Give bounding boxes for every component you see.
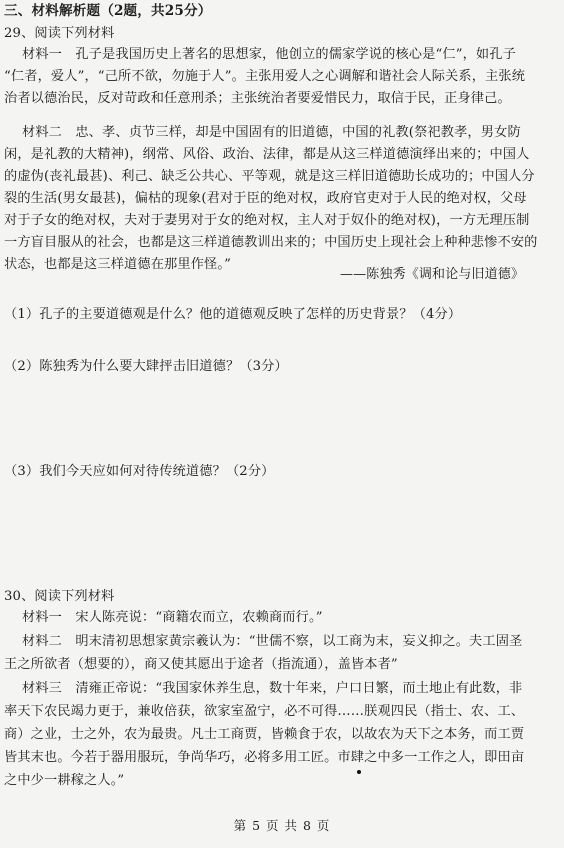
q29-material1-line: 材料一 孔子是我国历史上著名的思想家，他创立的儒家学说的核心是“仁”，如孔子 [22,47,516,62]
q30-material1-line: 材料一 宋人陈亮说：“商籍农而立，农赖商而行。” [22,610,323,625]
q29-question-1: （1）孔子的主要道德观是什么？他的道德观反映了怎样的历史背景？（4分） [4,307,462,322]
q30-material2-line: 材料二 明末清初思想家黄宗羲认为：“世儒不察，以工商为末，妄义抑之。夫工固圣 [22,634,523,649]
q29-material2-line: 对于子女的绝对权，夫对于妻男对于女的绝对权，主人对于奴仆的绝对权)，一方无理压制 [4,213,530,228]
q30-material3-line: 商）之业，士之外，农为最贵。凡士工商贾，皆赖食于农，以故农为天下之本务，而工贾 [4,727,525,742]
q29-material2-line: 闲，是礼教的大精神)，纲常、风俗、政治、法律，都是从这三样道德演绎出来的；中国人 [4,147,530,162]
page-footer: 第 5 页 共 8 页 [233,818,331,833]
q30-material3-line: 率天下农民竭力更于，兼收倍获，欲家室盈宁，必不可得……朕观四民（指士、农、工、 [4,704,525,719]
q29-material1-line: 治者以德治民，反对苛政和任意刑杀；主张统治者要爱惜民力，取信于民，正身律己。 [4,91,511,106]
q29-material2-line: 裂的生活(男女最甚)，偏枯的现象(君对于臣的绝对权，政府官吏对于人民的绝对权，父母 [4,191,527,206]
q30-intro: 30、阅读下列材料 [4,589,115,604]
ink-dot [357,770,361,774]
q30-material3-line: 之中少一耕稼之人。” [4,773,125,788]
q29-material2-line: 材料二 忠、孝、贞节三样，却是中国固有的旧道德，中国的礼教(祭祀教孝，男女防 [22,125,521,140]
q29-material2-line: 一方盲目服从的社会，也都是这三样道德教训出来的；中国历史上现社会上种种悲惨不安的 [4,235,538,250]
q29-question-3: （3）我们今天应如何对待传统道德？（2分） [4,464,275,479]
q29-intro: 29、阅读下列材料 [4,26,115,41]
q30-material3-line: 皆其末也。今若于器用服玩，争尚华巧，必将多用工匠。市肆之中多一工作之人，即田亩 [4,750,525,765]
section-heading: 三、材料解析题（2题，共25分） [4,3,212,19]
q29-material2-line: 状态，也都是这三样道德在那里作怪。” [4,257,232,272]
q30-material2-line: 王之所欲者（想要的），商又使其愿出于途者（指流通），盖皆本者” [4,657,398,672]
q29-material1-line: “仁者，爱人”，“己所不欲，勿施于人”。主张用爱人之心调解和谐社会人际关系，主张统 [4,69,526,84]
q29-material2-line: 的虚伪(丧礼最甚)、利己、缺乏公共心、平等观，就是这三样旧道德助长成功的；中国人分 [4,169,535,184]
q29-attribution: ——陈独秀《调和论与旧道德》 [340,267,525,282]
q30-material3-line: 材料三 清雍正帝说：“我国家休养生息，数十年来，户口日繁，而土地止有此数，非 [22,681,523,696]
q29-question-2: （2）陈独秀为什么要大肆抨击旧道德？（3分） [4,359,288,374]
